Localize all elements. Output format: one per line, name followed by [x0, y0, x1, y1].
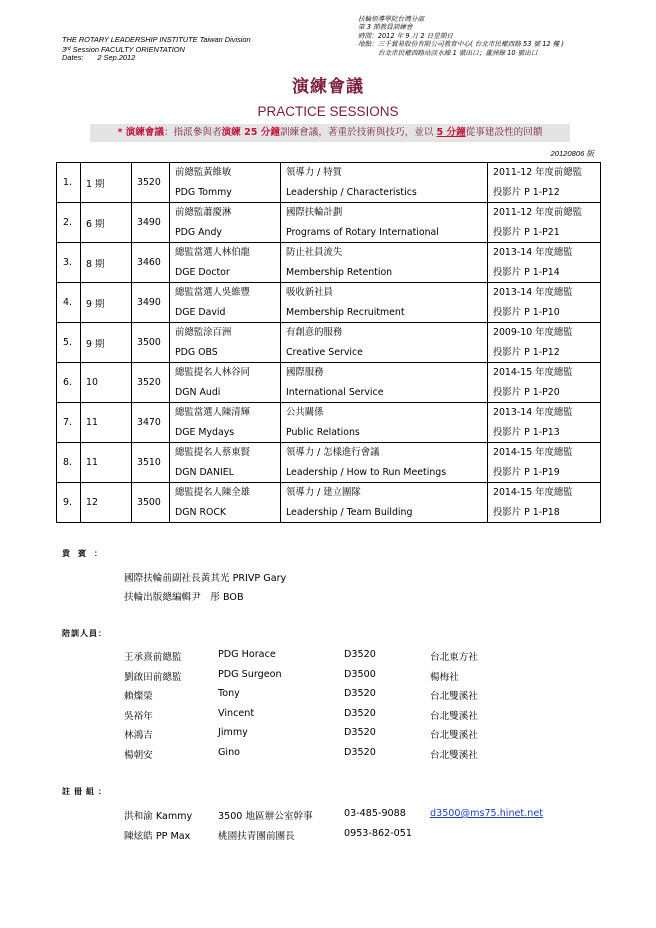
header-right-time: 時間：2012 年 9 月 2 日星期日 [358, 31, 453, 40]
session-reference-line1: 2014-15 年度總監 [493, 447, 573, 458]
session-topic-line1: 領導力 / 特質 [286, 167, 342, 178]
dates-line: Dates: 2 Sep.2012 [62, 53, 136, 63]
header-right-venue: 地點：三千貿易股份有限公司教育中心( 台北市民權西路 53 號 12 樓 ) [358, 40, 564, 49]
header-right-block [358, 15, 564, 57]
session-presenter-line1: 總監提名人蔡東賢 [175, 447, 251, 458]
session-presenter-line2: PDG Tommy [175, 187, 232, 198]
session-presenter-line2: DGN DANIEL [175, 467, 234, 478]
session-reference-line2: 投影片 P 1-P13 [493, 427, 560, 438]
guest-item: 國際扶輪前副社長黃其光 PRIVP Gary [124, 573, 287, 584]
session-number: 7. [57, 403, 81, 443]
registration-name: 洪和渝 Kammy [124, 811, 193, 822]
session-topic-line1: 吸收新社員 [286, 287, 333, 298]
session-period: 9 期 [81, 283, 132, 323]
session-reference [488, 443, 601, 483]
trainer-district: D3520 [344, 727, 376, 739]
session-reference [488, 203, 601, 243]
session-topic-line1: 國際扶輪計劃 [286, 207, 343, 218]
session-presenter-line1: 總監當選人吳維豐 [175, 287, 251, 298]
instruction-note: * 演練會議：指派參與者演練 25 分鐘訓練會議，著重於技術與技巧，並以 5 分鐘從事建設性的回饋 [90, 124, 570, 142]
session-topic-line2: Leadership / How to Run Meetings [286, 467, 447, 478]
session-number: 5. [57, 323, 81, 363]
trainer-name: 楊朝安 [124, 750, 153, 761]
trainer-district: D3520 [344, 688, 376, 700]
session-presenter-line2: PDG OBS [175, 347, 218, 358]
session-reference-line2: 投影片 P 1-P10 [493, 307, 560, 318]
trainer-name: 賴燦榮 [124, 691, 153, 703]
session-reference [488, 363, 601, 403]
session-number: 3. [57, 243, 81, 283]
registration-role: 桃園扶青團前團長 [218, 831, 295, 842]
session-presenter-line1: 總監提名人林谷同 [175, 367, 251, 378]
session-period: 6 期 [81, 203, 132, 243]
trainer-name: 王承熹前總監 [124, 652, 182, 663]
session-reference-line2: 投影片 P 1-P18 [493, 507, 560, 518]
session-row [57, 403, 601, 443]
session-reference [488, 283, 601, 323]
session-presenter [170, 163, 281, 203]
session-topic-line2: Membership Recruitment [286, 307, 405, 318]
session-topic-line2: Public Relations [286, 427, 360, 438]
session-period: 11 [81, 403, 132, 443]
session-reference-line2: 投影片 P 1-P20 [493, 387, 560, 398]
session-name: 3rd Session FACULTY ORIENTATION [62, 44, 185, 54]
page-title: 演練會議 [292, 77, 364, 97]
session-topic-line2: Membership Retention [286, 267, 393, 278]
registration-phone: 0953-862-051 [344, 828, 412, 839]
session-topic [281, 363, 488, 403]
session-presenter-line2: DGN ROCK [175, 507, 227, 518]
session-presenter-line1: 前總監黃維敏 [175, 167, 232, 178]
session-topic-line2: Creative Service [286, 347, 363, 358]
trainer-name: 劉啟田前總監 [124, 671, 182, 683]
session-presenter-line1: 總監提名人陳全雄 [175, 487, 251, 498]
guest-item: 扶輪出版總編輯尹 彤 BOB [124, 592, 244, 603]
institute-name: THE ROTARY LEADERSHIP INSTITUTE Taiwan Division [62, 35, 251, 44]
session-topic [281, 243, 488, 283]
session-reference-line1: 2014-15 年度總監 [493, 367, 573, 378]
session-presenter-line1: 前總監蕭慶淋 [175, 207, 232, 218]
registration-label: 註冊組： [62, 787, 110, 796]
trainer-district: D3520 [344, 747, 376, 758]
session-topic [281, 163, 488, 203]
session-topic-line2: Leadership / Team Building [286, 507, 413, 518]
session-row [57, 443, 601, 483]
session-period: 8 期 [81, 243, 132, 283]
session-district: 3490 [132, 203, 170, 243]
registration-name: 陳炫皓 PP Max [124, 831, 191, 842]
session-period: 1 期 [81, 163, 132, 203]
session-presenter-line2: DGE Mydays [175, 427, 235, 438]
trainer-club: 台北雙溪社 [430, 750, 478, 761]
session-presenter-line1: 總監當選人林伯龍 [175, 247, 251, 258]
trainer-english-name: PDG Horace [218, 649, 276, 660]
registration-role: 3500 地區辦公室幹事 [218, 811, 313, 822]
session-topic [281, 323, 488, 363]
session-row [57, 323, 601, 363]
trainer-english-name: Jimmy [218, 727, 248, 739]
registration-phone: 03-485-9088 [344, 808, 406, 819]
session-topic-line2: Programs of Rotary International [286, 227, 439, 238]
session-reference-line1: 2014-15 年度總監 [493, 487, 573, 498]
session-topic [281, 203, 488, 243]
session-district: 3510 [132, 443, 170, 483]
session-row [57, 203, 601, 243]
session-period: 9 期 [81, 323, 132, 363]
trainers-label: 陪訓人員： [62, 629, 107, 638]
session-number: 6. [57, 363, 81, 403]
trainer-club: 楊梅社 [430, 671, 459, 683]
session-number: 9. [57, 483, 81, 523]
session-presenter-line1: 前總監涂百洲 [175, 327, 232, 338]
session-number: 4. [57, 283, 81, 323]
session-presenter [170, 243, 281, 283]
session-reference [488, 323, 601, 363]
session-row [57, 163, 601, 203]
session-presenter [170, 363, 281, 403]
trainer-english-name: Vincent [218, 707, 255, 719]
session-topic-line1: 防止社員流失 [286, 247, 343, 258]
session-reference-line2: 投影片 P 1-P12 [493, 187, 560, 198]
trainer-district: D3520 [344, 707, 376, 719]
session-number: 1. [57, 163, 81, 203]
session-district: 3520 [132, 363, 170, 403]
session-reference [488, 163, 601, 203]
session-row [57, 243, 601, 283]
session-reference-line1: 2011-12 年度前總監 [493, 207, 583, 218]
trainer-name: 吳裕年 [124, 710, 153, 722]
header-left-block [62, 36, 251, 63]
session-reference-line1: 2011-12 年度前總監 [493, 167, 583, 178]
session-topic-line1: 有創意的服務 [286, 327, 343, 338]
session-presenter [170, 323, 281, 363]
session-presenter-line2: DGE Doctor [175, 267, 230, 278]
session-topic-line2: International Service [286, 387, 384, 398]
trainer-club: 台北雙溪社 [430, 691, 478, 703]
session-row [57, 283, 601, 323]
header-right-directions: 台北市民權西路站淡水線 1 號出口；蘆洲線 10 號出口 [378, 48, 538, 57]
trainer-english-name: Tony [218, 688, 240, 700]
session-topic-line2: Leadership / Characteristics [286, 187, 417, 198]
header-right-line1: 扶輪領導學院台灣分部 [358, 15, 424, 23]
session-district: 3470 [132, 403, 170, 443]
version-label: 20120806 版 [550, 149, 594, 158]
trainer-club: 台北雙溪社 [430, 710, 478, 722]
session-row [57, 363, 601, 403]
trainer-district: D3500 [344, 668, 376, 680]
trainer-english-name: Gino [218, 747, 241, 758]
session-district: 3490 [132, 283, 170, 323]
session-district: 3500 [132, 483, 170, 523]
session-reference-line1: 2009-10 年度總監 [493, 327, 573, 338]
session-presenter-line2: PDG Andy [175, 227, 222, 238]
trainer-district: D3520 [344, 649, 376, 660]
session-reference [488, 403, 601, 443]
session-topic-line1: 領導力 / 建立團隊 [286, 487, 361, 498]
session-presenter [170, 403, 281, 443]
session-reference-line2: 投影片 P 1-P14 [493, 267, 560, 278]
session-topic [281, 283, 488, 323]
session-district: 3500 [132, 323, 170, 363]
session-topic-line1: 公共關係 [286, 407, 324, 418]
registration-email-link[interactable]: d3500@ms75.hinet.net [430, 808, 543, 819]
session-row [57, 483, 601, 523]
session-presenter-line1: 總監當選人陳清輝 [175, 407, 251, 418]
session-period: 12 [81, 483, 132, 523]
session-presenter [170, 443, 281, 483]
session-presenter [170, 203, 281, 243]
header-right-line2: 第 3 期教員訓練會 [358, 23, 413, 32]
trainer-english-name: PDG Surgeon [218, 668, 282, 680]
session-reference-line1: 2013-14 年度總監 [493, 287, 573, 298]
session-number: 8. [57, 443, 81, 483]
page-subtitle: PRACTICE SESSIONS [257, 104, 399, 119]
trainer-club: 台北雙溪社 [430, 730, 478, 742]
session-reference-line2: 投影片 P 1-P19 [493, 467, 560, 478]
session-reference [488, 483, 601, 523]
session-presenter [170, 283, 281, 323]
session-topic [281, 443, 488, 483]
session-topic-line1: 領導力 / 怎樣進行會議 [286, 447, 380, 458]
session-reference-line2: 投影片 P 1-P12 [493, 347, 560, 358]
session-district: 3520 [132, 163, 170, 203]
guests-label: 貴賓： [62, 549, 110, 558]
session-presenter-line2: DGE David [175, 307, 226, 318]
trainer-name: 林鴻吉 [124, 730, 153, 742]
session-reference-line1: 2013-14 年度總監 [493, 247, 573, 258]
session-reference [488, 243, 601, 283]
session-topic [281, 483, 488, 523]
sessions-table [56, 162, 601, 523]
session-period: 11 [81, 443, 132, 483]
session-number: 2. [57, 203, 81, 243]
session-reference-line1: 2013-14 年度總監 [493, 407, 573, 418]
session-reference-line2: 投影片 P 1-P21 [493, 227, 560, 238]
session-topic-line1: 國際服務 [286, 367, 324, 378]
session-presenter-line2: DGN Audi [175, 387, 221, 398]
session-period: 10 [81, 363, 132, 403]
session-district: 3460 [132, 243, 170, 283]
session-topic [281, 403, 488, 443]
trainer-club: 台北東方社 [430, 652, 478, 663]
session-presenter [170, 483, 281, 523]
